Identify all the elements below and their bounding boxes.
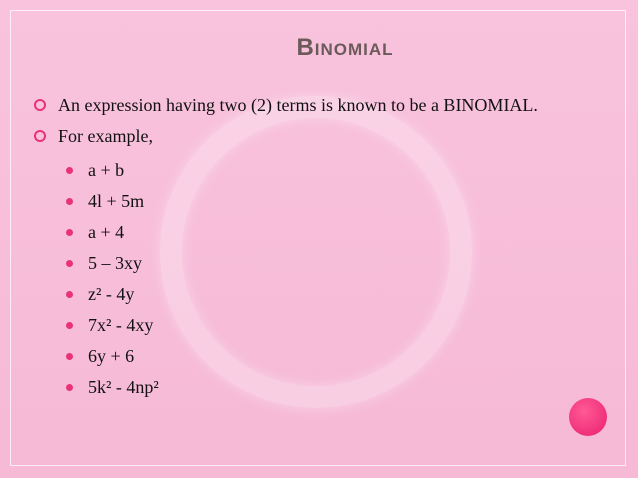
dot-bullet-icon [66,198,73,205]
example-text: 4l + 5m [88,191,145,211]
slide-title: Binomial [296,34,394,61]
dot-bullet-icon [66,167,73,174]
example-text: a + b [88,160,125,180]
slide-content [34,93,554,403]
example-text: 7x² - 4xy [88,315,154,335]
example-item [34,279,554,310]
dot-bullet-icon [66,229,73,236]
example-text: 5 – 3xy [88,253,142,273]
bullet-definition [34,93,554,118]
example-item [34,310,554,341]
example-item [34,248,554,279]
dot-bullet-icon [66,353,73,360]
dot-bullet-icon [66,384,73,391]
ring-bullet-icon [34,130,46,142]
example-item [34,155,554,186]
example-item [34,341,554,372]
decorative-dot [569,398,607,436]
example-text: 6y + 6 [88,346,135,366]
bullet-for-example [34,124,554,149]
example-text: z² - 4y [88,284,135,304]
bullet-for-example-text: For example, [58,126,153,146]
example-item [34,217,554,248]
dot-bullet-icon [66,291,73,298]
dot-bullet-icon [66,322,73,329]
ring-bullet-icon [34,99,46,111]
example-item [34,372,554,403]
example-text: a + 4 [88,222,125,242]
example-text: 5k² - 4np² [88,377,159,397]
example-list [34,155,554,403]
dot-bullet-icon [66,260,73,267]
example-item [34,186,554,217]
bullet-definition-text: An expression having two (2) terms is known to be a BINOMIAL. [58,95,538,115]
